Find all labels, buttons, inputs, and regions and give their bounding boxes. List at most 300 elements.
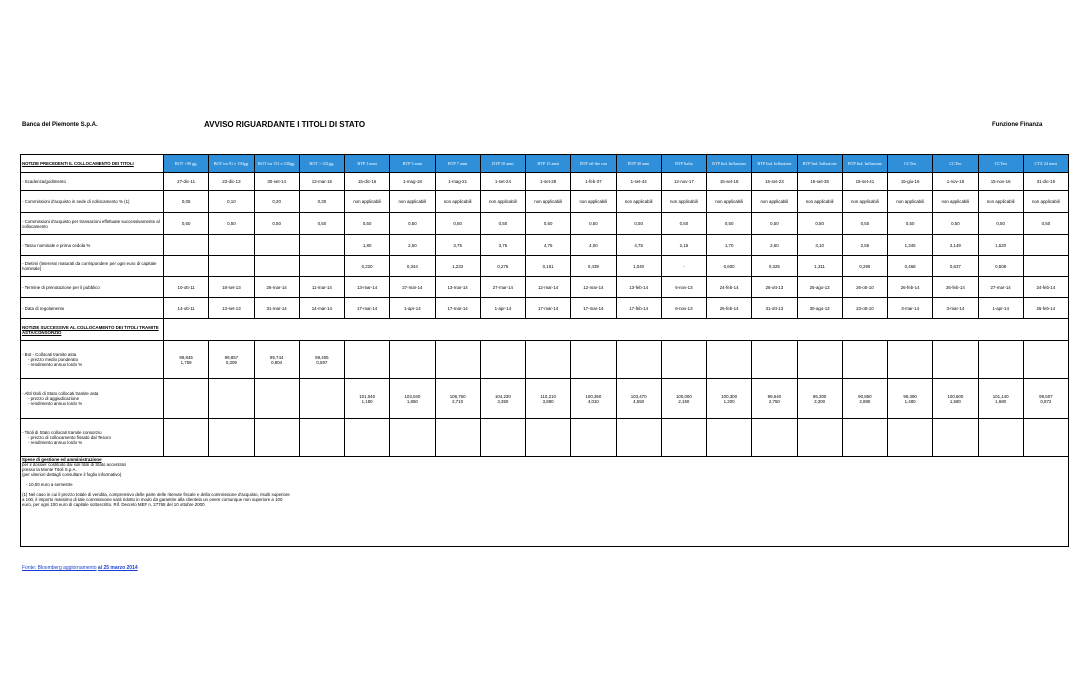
table-cell — [345, 379, 390, 419]
table-cell: 1-feb-37 — [571, 173, 616, 191]
table-cell — [299, 419, 344, 457]
table-cell — [254, 341, 299, 379]
column-header: BTP 7 anni — [435, 155, 480, 173]
table-cell: 0,161 — [526, 256, 571, 277]
table-cell — [526, 419, 571, 457]
price-value: 100,300 — [721, 393, 738, 399]
table-cell — [978, 419, 1023, 457]
yield-value: 0,872 — [1040, 398, 1052, 404]
table-cell: 0,325 — [752, 256, 797, 277]
table-cell: 26-ott-10 — [842, 277, 887, 298]
table-cell: 27-mar-14 — [480, 277, 525, 298]
yield-value: 1,480 — [904, 398, 916, 404]
notes-row — [21, 457, 1069, 547]
table-cell: 31-dic-15 — [1023, 173, 1068, 191]
column-header: CCTeu — [933, 155, 978, 173]
table-cell: 1-set-28 — [526, 173, 571, 191]
table-cell: 4,00 — [571, 235, 616, 256]
table-cell: 15-set-35 — [797, 173, 842, 191]
table-cell: 27-mar-14 — [978, 277, 1023, 298]
table-cell: 1-apr-14 — [480, 298, 525, 319]
table-cell: 26-ott-13 — [752, 277, 797, 298]
source-footer — [22, 565, 138, 571]
table-cell — [933, 341, 978, 379]
table-cell: 1-set-24 — [480, 173, 525, 191]
yield-value: 3,300 — [814, 398, 826, 404]
table-cell: 0,50 — [978, 213, 1023, 235]
yield-value: 2,750 — [768, 398, 780, 404]
table-cell: 0,50 — [933, 213, 978, 235]
table-cell: 0,290 — [842, 256, 887, 277]
row-sublabel: - prezzo di collocamento fissato dal Tesoro — [28, 435, 111, 440]
table-cell — [164, 419, 209, 457]
table-cell: non applicabili — [752, 191, 797, 213]
column-header: BTP 3 anni — [345, 155, 390, 173]
table-cell — [752, 419, 797, 457]
row-label-group — [21, 379, 164, 419]
table-cell — [842, 379, 887, 419]
yield-value: 2,880 — [859, 398, 871, 404]
table-cell: 0,05 — [164, 191, 209, 213]
source-date: al 25 marzo 2014 — [97, 565, 138, 571]
table-cell: 2,60 — [752, 235, 797, 256]
table-cell — [752, 341, 797, 379]
table-cell: 1-nov-18 — [933, 173, 978, 191]
table-cell: 2,149 — [933, 235, 978, 256]
table-cell: 0,50 — [571, 213, 616, 235]
table-cell: 1,70 — [707, 235, 752, 256]
column-header: BTP 5 anni — [390, 155, 435, 173]
section-title-preceding: NOTIZIE PRECEDENTI IL COLLOCAMENTO DEI TITOLI — [21, 155, 164, 173]
table-cell: 2,55 — [842, 235, 887, 256]
table-row — [21, 213, 1069, 235]
table-cell: 3,75 — [480, 235, 525, 256]
table-cell — [616, 419, 661, 457]
table-cell: 13-feb-14 — [616, 277, 661, 298]
table-cell — [888, 419, 933, 457]
table-cell: 0,50 — [209, 213, 254, 235]
section-row-fill — [164, 319, 1069, 341]
yield-value: 2,150 — [678, 398, 690, 404]
table-cell — [1023, 341, 1068, 379]
table-cell: 31-mar-14 — [254, 298, 299, 319]
table-cell — [299, 256, 344, 277]
table-cell: 12-nov-17 — [661, 173, 706, 191]
table-cell: 24-feb-14 — [707, 277, 752, 298]
price-value: 99,405 — [315, 354, 329, 360]
column-header: CCTeu — [978, 155, 1023, 173]
table-cell — [480, 419, 525, 457]
table-cell: 0,50 — [888, 213, 933, 235]
table-cell: 17-mar-14 — [345, 298, 390, 319]
table-cell: 0,50 — [661, 213, 706, 235]
table-row — [21, 298, 1069, 319]
table-cell: non applicabili — [842, 191, 887, 213]
table-cell — [526, 379, 571, 419]
table-cell: 15-giu-16 — [888, 173, 933, 191]
yield-value: 2,710 — [452, 398, 464, 404]
table-cell — [888, 379, 933, 419]
table-cell: 14-mar-14 — [299, 298, 344, 319]
table-cell — [299, 379, 344, 419]
row-sublabel: - prezzo di aggiudicazione — [28, 396, 80, 401]
table-cell: 30-ago-13 — [797, 298, 842, 319]
table-cell: 26-feb-14 — [1023, 298, 1068, 319]
column-header-row — [21, 155, 1069, 173]
row-label-group — [21, 341, 164, 379]
yield-value: 1,759 — [180, 359, 192, 365]
table-row — [21, 235, 1069, 256]
table-cell — [797, 419, 842, 457]
row-label: - Bot - Collocati tramite asta — [22, 352, 77, 357]
table-cell — [164, 379, 209, 419]
table-cell — [707, 379, 752, 419]
table-cell — [209, 256, 254, 277]
table-cell: 0,50 — [842, 213, 887, 235]
table-row — [21, 277, 1069, 298]
notes-line: per il dossier costituito dai soli titoli di Stato accentrati — [22, 462, 126, 467]
table-cell — [707, 419, 752, 457]
table-cell: 12-mar-14 — [526, 277, 571, 298]
table-cell — [435, 341, 480, 379]
yield-value: 4,550 — [633, 398, 645, 404]
table-cell: 10-ott-11 — [164, 277, 209, 298]
table-cell: non applicabili — [933, 191, 978, 213]
section-title-following: NOTIZIE SUCCESSIVE AL COLLOCAMENTO DEI TITOLI TRAMITE ASTA/CONSORZIO — [21, 319, 164, 341]
table-cell — [571, 379, 616, 419]
footnote-text: (1) Nel caso in cui il prezzo totale di vendita, comprensivo delle parte delle ritenute fiscale e della commissione d'acquisto, risulti superiore a 100, il importo massimo di tale commissione sarà ridotto in modo da garantire alla clientela un onere comunque non superiore a 100 euro, per ogni 100 euro di capitale sottoscritto. Rif. Decreto MEF n. 27765 del 10 ottobre 2000 — [22, 492, 290, 507]
yield-value: 1,180 — [361, 398, 373, 404]
table-cell — [164, 256, 209, 277]
row-label: - Termine di prenotazione per il pubblico — [21, 277, 164, 298]
price-value: 99,857 — [224, 354, 239, 360]
table-cell — [254, 379, 299, 419]
table-cell — [933, 379, 978, 419]
price-value: 106,760 — [449, 393, 466, 399]
table-cell: 15-set-41 — [842, 173, 887, 191]
table-cell: 12-mar-14 — [571, 277, 616, 298]
column-header: BOT tra 151 e 330gg. — [254, 155, 299, 173]
table-cell — [752, 379, 797, 419]
table-cell: 2,50 — [390, 235, 435, 256]
table-cell — [435, 379, 480, 419]
table-cell: non applicabili — [390, 191, 435, 213]
price-value: 100,000 — [675, 393, 692, 399]
table-cell: 3-mar-14 — [933, 298, 978, 319]
table-cell: 0,50 — [390, 213, 435, 235]
price-value: 99,390 — [903, 393, 917, 399]
yield-value: 3,350 — [497, 398, 509, 404]
table-cell — [616, 341, 661, 379]
price-value: 100,360 — [585, 393, 602, 399]
yield-value: 3,880 — [542, 398, 554, 404]
table-cell: 23-ott-10 — [842, 298, 887, 319]
table-cell — [1023, 235, 1068, 256]
row-label: - Titoli di Stato collocati tramite consorzio — [22, 430, 102, 435]
column-header: BOT > 331gg. — [299, 155, 344, 173]
table-cell — [435, 419, 480, 457]
table-cell: 0,50 — [526, 213, 571, 235]
table-row — [21, 379, 1069, 419]
table-cell — [254, 235, 299, 256]
table-cell — [978, 379, 1023, 419]
table-cell: 13-mar-14 — [435, 277, 480, 298]
table-cell: 26-mar-14 — [254, 277, 299, 298]
table-cell: 6-nov-13 — [661, 277, 706, 298]
table-cell: 0,50 — [752, 213, 797, 235]
notes-line: presso la Monte Titoli S.p.A. — [22, 467, 77, 472]
column-header: BOT <90 gg. — [164, 155, 209, 173]
yield-value: 1,680 — [995, 398, 1007, 404]
table-cell: 0,50 — [435, 213, 480, 235]
price-value: 99,744 — [269, 354, 284, 360]
table-cell — [209, 379, 254, 419]
table-cell: 3-mar-14 — [888, 298, 933, 319]
table-cell: 0,50 — [480, 213, 525, 235]
yield-value: 1,200 — [723, 398, 735, 404]
table-cell: 3,75 — [435, 235, 480, 256]
table-cell — [1023, 419, 1068, 457]
row-label: - Data di regolamento — [21, 298, 164, 319]
table-cell: 4,75 — [616, 235, 661, 256]
table-cell: 0,637 — [933, 256, 978, 277]
row-label: - Dietimi (interessi maturati da corrispondere per ogni euro di capitale nominale) — [21, 256, 164, 277]
table-cell: 11-mar-14 — [299, 277, 344, 298]
column-header: BTP 30 anni — [616, 155, 661, 173]
table-cell: 13-mar-14 — [345, 277, 390, 298]
table-cell: 17-mar-14 — [526, 298, 571, 319]
table-cell: 1,520 — [978, 235, 1023, 256]
table-cell — [797, 341, 842, 379]
yield-value: 4,010 — [587, 398, 599, 404]
table-cell: 15-nov-16 — [978, 173, 1023, 191]
table-cell: 18-set-13 — [209, 277, 254, 298]
notes-cell — [21, 457, 1069, 547]
table-cell: 15-set-18 — [707, 173, 752, 191]
yield-value: 0,804 — [271, 359, 283, 365]
price-value: 101,040 — [359, 393, 376, 399]
table-cell: 0,50 — [345, 213, 390, 235]
price-value: 99,507 — [1039, 393, 1053, 399]
table-cell: 27-mar-14 — [390, 277, 435, 298]
table-cell — [254, 256, 299, 277]
price-value: 110,210 — [540, 393, 556, 399]
table-cell: 1-mag-18 — [390, 173, 435, 191]
table-cell: 0,50 — [797, 213, 842, 235]
column-header: BTP 10 anni — [480, 155, 525, 173]
yield-value: 1,580 — [949, 398, 961, 404]
table-cell — [1023, 379, 1068, 419]
price-value: 96,300 — [812, 393, 827, 399]
column-header: BOT tra 91 e 150gg. — [209, 155, 254, 173]
price-value: 103,470 — [630, 393, 647, 399]
table-cell: non applicabili — [616, 191, 661, 213]
table-cell: 0,276 — [480, 256, 525, 277]
table-cell — [661, 379, 706, 419]
row-label: - Tasso nominale e prima cedola % — [21, 235, 164, 256]
notes-title: Spese di gestione ed amministrazione — [22, 457, 102, 462]
table-cell: non applicabili — [661, 191, 706, 213]
table-cell: 1-apr-14 — [390, 298, 435, 319]
price-value: 103,040 — [404, 393, 421, 399]
table-cell — [390, 341, 435, 379]
table-cell: non applicabili — [978, 191, 1023, 213]
notes-line: (per ulteriori dettagli consultare il foglio informativo) — [22, 472, 122, 477]
bank-name: Banca del Piemonte S.p.A. — [22, 122, 98, 128]
bonds-notice-table — [20, 154, 1069, 547]
table-cell: 1,345 — [888, 235, 933, 256]
table-row — [21, 256, 1069, 277]
table-cell — [1023, 256, 1068, 277]
table-row — [21, 341, 1069, 379]
table-cell — [299, 341, 344, 379]
table-cell: 0,50 — [254, 213, 299, 235]
table-cell: 27-dic-11 — [164, 173, 209, 191]
table-cell — [390, 379, 435, 419]
fee-line: - 10,00 euro a semestre — [26, 482, 73, 487]
table-cell: 13-set-13 — [209, 298, 254, 319]
table-cell: 0,439 — [571, 256, 616, 277]
table-row — [21, 191, 1069, 213]
table-cell — [209, 419, 254, 457]
table-cell: 0,10 — [209, 191, 254, 213]
table-cell: 0,50 — [707, 213, 752, 235]
table-cell: 1-apr-14 — [978, 298, 1023, 319]
table-cell — [616, 379, 661, 419]
price-value: 100,600 — [947, 393, 964, 399]
table-cell: 4,75 — [526, 235, 571, 256]
yield-value: 0,597 — [316, 359, 328, 365]
table-cell — [933, 419, 978, 457]
price-value: 99,845 — [179, 354, 193, 360]
table-cell: 2,15 — [661, 235, 706, 256]
table-cell: non applicabili — [571, 191, 616, 213]
table-cell — [526, 341, 571, 379]
column-header: BTP off the run — [571, 155, 616, 173]
column-header: CCTeu — [888, 155, 933, 173]
table-cell — [978, 341, 1023, 379]
column-header: BTP Ind. Inflazione — [797, 155, 842, 173]
table-cell: 0,50 — [1023, 213, 1068, 235]
table-cell: 13-mar-15 — [299, 173, 344, 191]
table-cell: 14-ott-11 — [164, 298, 209, 319]
table-cell — [661, 419, 706, 457]
table-cell: 0,468 — [888, 256, 933, 277]
table-cell: 17-feb-14 — [616, 298, 661, 319]
table-cell: non applicabili — [888, 191, 933, 213]
table-cell: 6-nov-13 — [661, 298, 706, 319]
row-label-group — [21, 419, 164, 457]
table-cell: 15-set-23 — [752, 173, 797, 191]
table-cell: 0,20 — [254, 191, 299, 213]
table-cell: non applicabili — [480, 191, 525, 213]
table-cell — [254, 419, 299, 457]
table-cell: non applicabili — [1023, 191, 1068, 213]
table-cell — [164, 235, 209, 256]
table-cell — [480, 341, 525, 379]
table-cell — [661, 341, 706, 379]
column-header: CTZ 24 mesi — [1023, 155, 1068, 173]
table-cell — [390, 419, 435, 457]
table-cell — [299, 235, 344, 256]
table-cell — [164, 341, 209, 379]
table-cell: 23-dic-13 — [209, 173, 254, 191]
row-sublabel: - rendimento annuo lordo % — [28, 401, 83, 406]
table-cell — [571, 419, 616, 457]
table-cell: 26-feb-14 — [888, 277, 933, 298]
table-cell: non applicabili — [435, 191, 480, 213]
table-cell: 31-ott-13 — [752, 298, 797, 319]
table-cell: 1,311 — [797, 256, 842, 277]
table-cell: 1,040 — [616, 256, 661, 277]
column-header: BTP Ind. Inflazione — [707, 155, 752, 173]
table-cell: 0,220 — [345, 256, 390, 277]
row-sublabel: - rendimento annuo lordo % — [28, 440, 83, 445]
table-row — [21, 419, 1069, 457]
table-cell: 1-set-44 — [616, 173, 661, 191]
price-value: 101,140 — [992, 393, 1009, 399]
table-cell: 15-dic-16 — [345, 173, 390, 191]
table-cell: 26-feb-14 — [707, 298, 752, 319]
row-sublabel: - prezzo medio ponderato — [28, 357, 79, 362]
table-cell — [888, 341, 933, 379]
table-cell: 24-feb-14 — [1023, 277, 1068, 298]
table-cell: non applicabili — [526, 191, 571, 213]
table-cell: - — [661, 256, 706, 277]
table-cell: 1,80 — [345, 235, 390, 256]
table-cell — [209, 341, 254, 379]
table-cell: 3,10 — [797, 235, 842, 256]
row-label: - Commissioni d'acquisto in sede di collocamento % (1) — [21, 191, 164, 213]
table-cell: 0,600 — [707, 256, 752, 277]
table-cell — [842, 341, 887, 379]
document-title: AVVISO RIGUARDANTE I TITOLI DI STATO — [204, 120, 366, 129]
table-cell: 30-set-14 — [254, 173, 299, 191]
table-cell: 0,508 — [978, 256, 1023, 277]
table-cell — [345, 341, 390, 379]
price-value: 90,850 — [858, 393, 872, 399]
section-row — [21, 319, 1069, 341]
price-value: 104,230 — [494, 393, 511, 399]
table-cell — [480, 379, 525, 419]
department-label: Funzione Finanza — [992, 122, 1043, 128]
table-cell — [842, 419, 887, 457]
table-cell: 1-mag-21 — [435, 173, 480, 191]
column-header: BTP Italia — [661, 155, 706, 173]
table-cell: 17-mar-14 — [435, 298, 480, 319]
row-sublabel: - rendimento annuo lordo % — [28, 362, 83, 367]
table-cell: 0,50 — [616, 213, 661, 235]
row-label: - Scadenza/godimento — [21, 173, 164, 191]
table-cell: non applicabili — [707, 191, 752, 213]
table-cell — [209, 235, 254, 256]
column-header: BTP 15 anni — [526, 155, 571, 173]
table-cell — [707, 341, 752, 379]
table-cell: non applicabili — [345, 191, 390, 213]
table-cell: 1,233 — [435, 256, 480, 277]
table-cell: 26-ago-13 — [797, 277, 842, 298]
source-label: Fonte: Bloomberg aggiornamento — [22, 565, 97, 571]
column-header: BTP Ind. Inflazione — [752, 155, 797, 173]
table-cell — [345, 419, 390, 457]
table-cell: 17-mar-14 — [571, 298, 616, 319]
table-cell: 0,344 — [390, 256, 435, 277]
table-cell: non applicabili — [797, 191, 842, 213]
table-cell: 26-feb-14 — [933, 277, 978, 298]
row-label: - Commissioni d'acquisto per transazioni effettuate successivamente al collocamento — [21, 213, 164, 235]
table-cell — [571, 341, 616, 379]
price-value: 99,640 — [767, 393, 782, 399]
